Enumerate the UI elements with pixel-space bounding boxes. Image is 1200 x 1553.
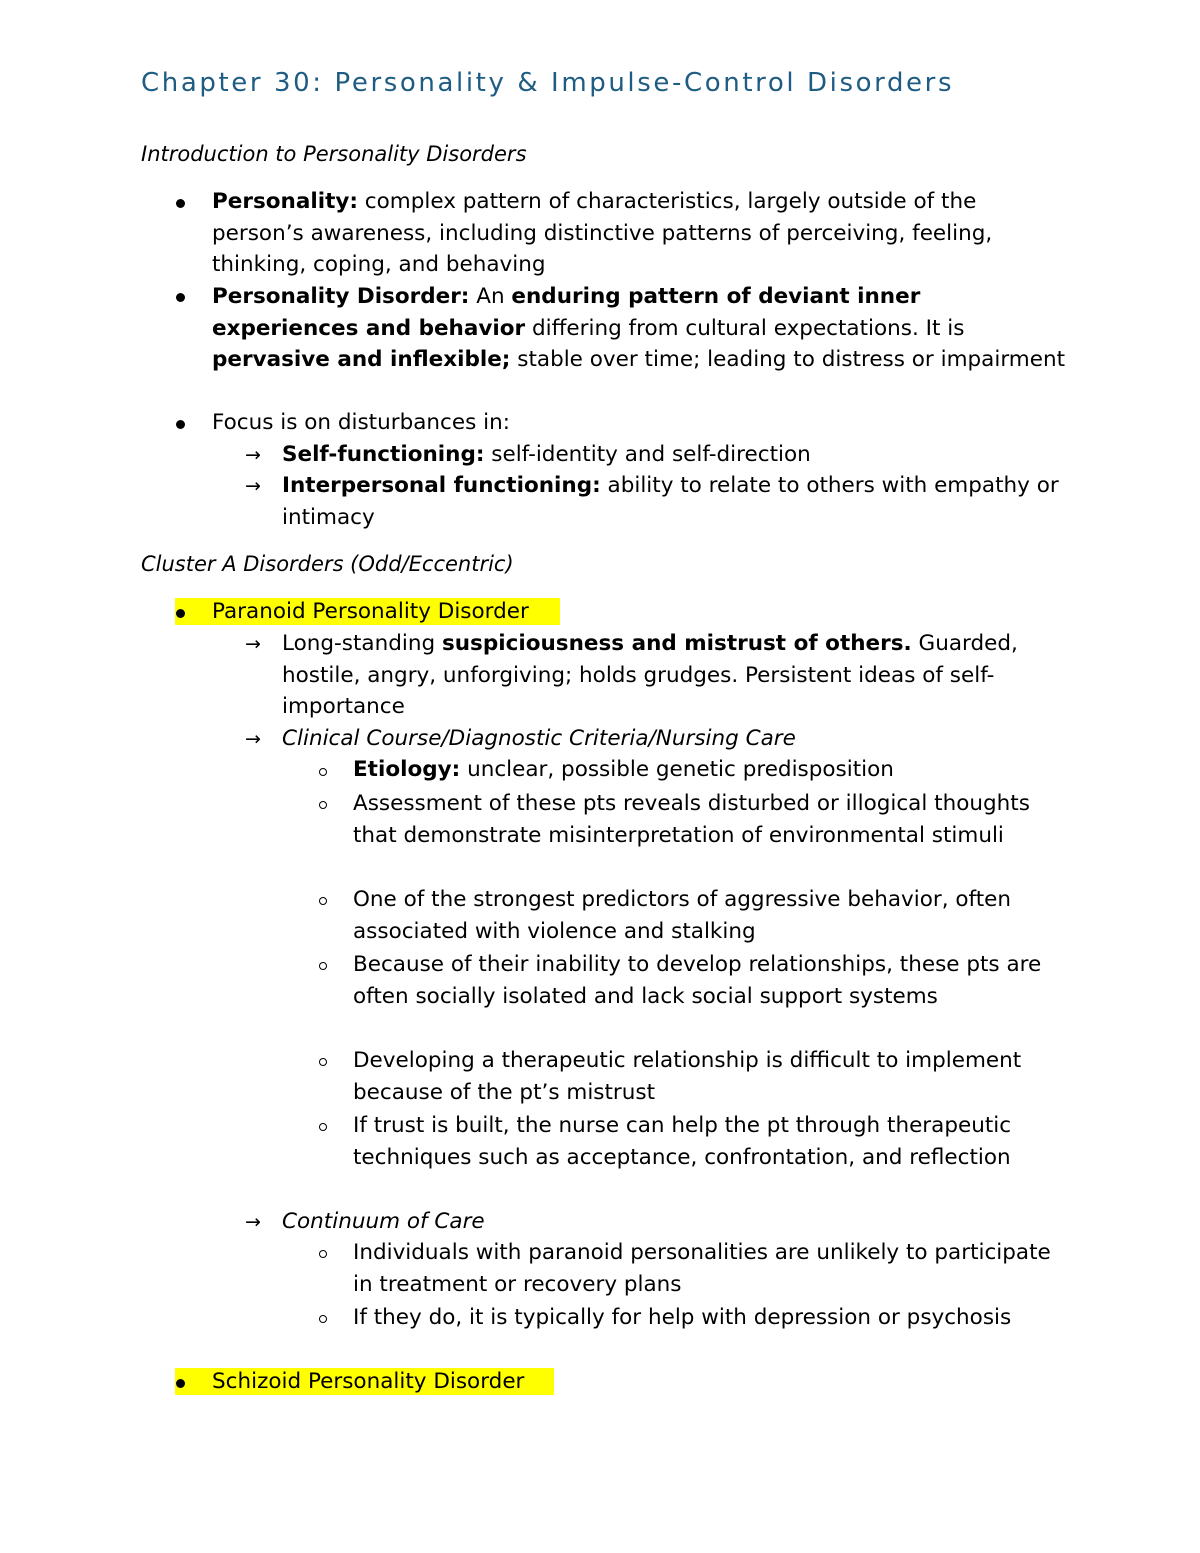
pd-term: Personality Disorder:: [212, 284, 470, 309]
self-text: self-identity and self-direction: [484, 442, 811, 467]
inter-term: Interpersonal functioning:: [282, 473, 601, 498]
intro-heading: Introduction to Personality Disorders: [141, 142, 527, 166]
circle-bullet-icon: [319, 1058, 327, 1066]
continuum-point-2: If they do, it is typically for help with depression or psychosis: [353, 1305, 1012, 1330]
continuum-point-1: Individuals with paranoid personalities are unlikely to participate in treatment or recovery plans: [353, 1240, 1051, 1297]
etiology-item: [353, 754, 1073, 786]
bullet-icon: [176, 199, 185, 208]
circle-bullet-icon: [319, 1250, 327, 1258]
circle-bullet-icon: [319, 1123, 327, 1131]
schizoid-heading: [212, 1366, 1072, 1398]
arrow-right-icon: →: [245, 1211, 261, 1233]
paranoid-desc-2: Guarded, hostile, angry, unforgiving; holds grudges. Persistent ideas of self-importance: [282, 631, 1018, 720]
self-term: Self-functioning:: [282, 442, 485, 467]
arrow-right-icon: →: [245, 475, 261, 497]
cluster-a-heading: Cluster A Disorders (Odd/Eccentric): [141, 552, 514, 576]
personality-term: Personality:: [212, 189, 358, 214]
continuum-heading-text: Continuum of Care: [282, 1209, 485, 1234]
schizoid-name: Schizoid Personality Disorder: [212, 1369, 525, 1394]
clinical-course-heading: [282, 723, 1072, 755]
clinical-point-5: If trust is built, the nurse can help the pt through therapeutic techniques such as acceptance, confrontation, and reflection: [353, 1113, 1012, 1170]
circle-bullet-icon: [319, 768, 327, 776]
personality-definition: [212, 186, 1072, 281]
circle-bullet-icon: [319, 897, 327, 905]
self-functioning-item: [282, 439, 1072, 471]
pd-text-2: differing from cultural expectations. It is: [525, 315, 965, 341]
circle-bullet-icon: [319, 801, 327, 809]
paranoid-desc-bold: suspiciousness and mistrust of others.: [441, 631, 912, 656]
arrow-right-icon: →: [245, 444, 261, 466]
pd-text-1: An: [469, 284, 512, 309]
arrow-right-icon: →: [245, 728, 261, 750]
pd-text-3: stable over time; leading to distress or impairment: [510, 347, 1066, 373]
clinical-point-2: One of the strongest predictors of aggressive behavior, often associated with violence and stalking: [353, 887, 1011, 944]
circle-bullet-icon: [319, 962, 327, 970]
continuum-heading: [282, 1206, 1072, 1238]
inter-text: ability to relate to others with empathy or intimacy: [282, 473, 1059, 530]
paranoid-heading: [212, 596, 1072, 628]
clinical-heading-text: Clinical Course/Diagnostic Criteria/Nursing Care: [282, 726, 796, 751]
arrow-right-icon: →: [245, 633, 261, 655]
circle-bullet-icon: [319, 1315, 327, 1323]
clinical-point-1: Assessment of these pts reveals disturbed or illogical thoughts that demonstrate misinterpretation of environmental stimuli: [353, 791, 1030, 848]
bullet-icon: [176, 293, 185, 302]
paranoid-name: Paranoid Personality Disorder: [212, 599, 529, 624]
etiology-term: Etiology:: [353, 757, 461, 782]
clinical-point-4: Developing a therapeutic relationship is difficult to implement because of the pt’s mistrust: [353, 1048, 1022, 1105]
pd-bold-2: pervasive and inflexible;: [212, 347, 511, 373]
pd-bold-1: enduring pattern of deviant inner experiences and behavior: [212, 284, 921, 341]
paranoid-description: [282, 628, 1072, 723]
bullet-icon: [176, 1379, 185, 1388]
chapter-title: Chapter 30: Personality & Impulse-Control Disorders: [141, 68, 955, 98]
clinical-point-3: Because of their inability to develop relationships, these pts are often socially isolated and lack social support systems: [353, 952, 1042, 1009]
bullet-icon: [176, 420, 185, 429]
focus-item: Focus is on disturbances in:: [212, 410, 510, 435]
etiology-text: unclear, possible genetic predisposition: [460, 757, 894, 782]
personality-text: complex pattern of characteristics, largely outside of the person’s awareness, including distinctive patterns of perceiving, feeling, thinking, coping, and behaving: [212, 189, 993, 278]
paranoid-desc-1: Long-standing: [282, 631, 442, 656]
interpersonal-functioning-item: [282, 470, 1072, 533]
personality-disorder-definition: [212, 281, 1072, 376]
bullet-icon: [176, 609, 185, 618]
